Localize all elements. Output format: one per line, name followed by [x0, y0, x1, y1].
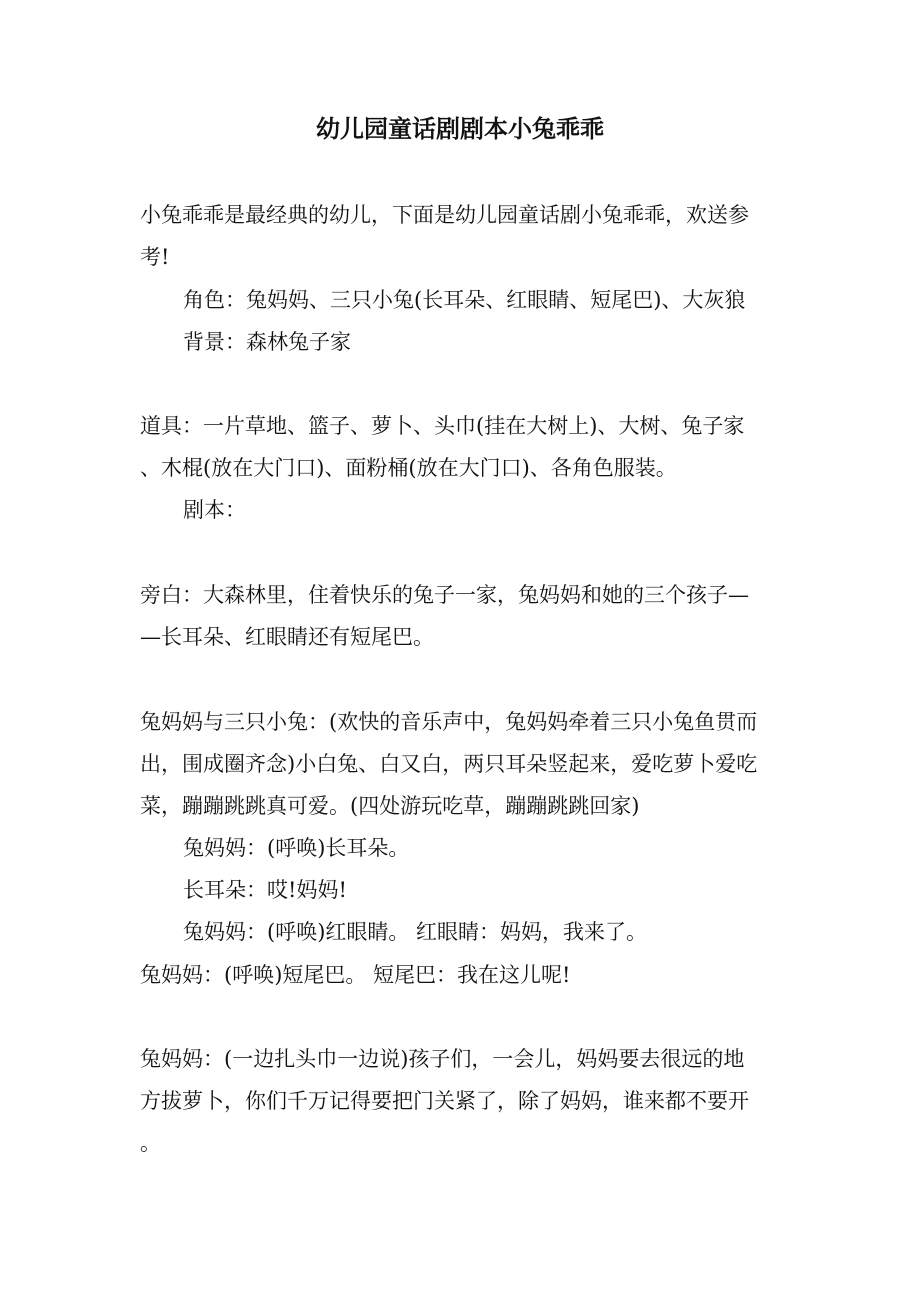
document-title: 幼儿园童话剧剧本小兔乖乖: [316, 114, 604, 143]
paragraph-line: 兔妈妈：(呼唤)短尾巴。 短尾巴：我在这儿呢!: [140, 963, 571, 987]
paragraph-line: 考!: [140, 245, 170, 269]
paragraph-line: 、木棍(放在大门口)、面粉桶(放在大门口)、各角色服装。: [140, 456, 677, 480]
paragraph-line: 道具：一片草地、篮子、萝卜、头巾(挂在大树上)、大树、兔子家: [140, 414, 745, 438]
paragraph-line: 剧本：: [183, 498, 246, 522]
paragraph-line: —长耳朵、红眼睛还有短尾巴。: [140, 625, 434, 649]
paragraph-line: 小兔乖乖是最经典的幼儿，下面是幼儿园童话剧小兔乖乖，欢送参: [140, 203, 749, 227]
paragraph-line: 。: [140, 1131, 161, 1155]
paragraph-line: 菜，蹦蹦跳跳真可爱。(四处游玩吃草，蹦蹦跳跳回家): [140, 794, 640, 818]
paragraph-line: 长耳朵：哎!妈妈!: [183, 878, 347, 902]
paragraph-line: 背景：森林兔子家: [183, 330, 351, 354]
paragraph-line: 兔妈妈：(一边扎头巾一边说)孩子们，一会儿，妈妈要去很远的地: [140, 1047, 745, 1071]
paragraph-line: 兔妈妈：(呼唤)长耳朵。: [183, 836, 410, 860]
paragraph-line: 旁白：大森林里，住着快乐的兔子一家，兔妈妈和她的三个孩子—: [140, 583, 749, 607]
paragraph-line: 方拔萝卜，你们千万记得要把门关紧了，除了妈妈，谁来都不要开: [140, 1089, 749, 1113]
paragraph-line: 兔妈妈：(呼唤)红眼睛。 红眼睛：妈妈，我来了。: [183, 920, 648, 944]
paragraph-line: 兔妈妈与三只小兔：(欢快的音乐声中，兔妈妈牵着三只小兔鱼贯而: [140, 710, 758, 734]
paragraph-line: 出，围成圈齐念)小白兔、白又白，两只耳朵竖起来，爱吃萝卜爱吃: [140, 752, 758, 776]
paragraph-line: 角色：兔妈妈、三只小兔(长耳朵、红眼睛、短尾巴)、大灰狼: [183, 288, 746, 312]
